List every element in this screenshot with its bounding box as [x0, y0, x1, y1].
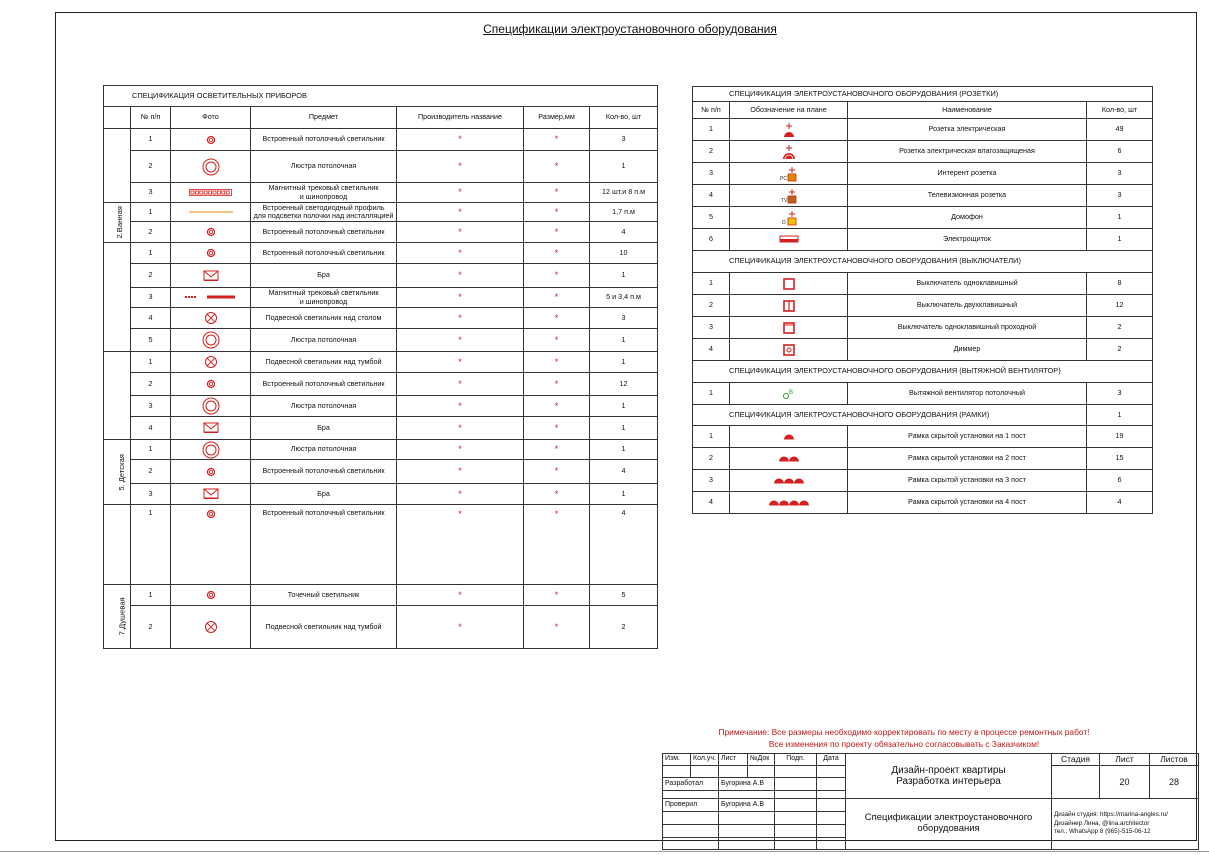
frame-2-icon: [730, 448, 848, 470]
item-qty: 3: [1087, 383, 1153, 405]
manufacturer-mark: *: [397, 129, 524, 151]
recessed-light-icon: [171, 585, 251, 606]
row-number: 3: [131, 288, 171, 308]
room-name: 2.Ванная: [114, 206, 124, 239]
row-number: 4: [131, 417, 171, 440]
chandelier-icon: [171, 329, 251, 352]
size-mark: *: [524, 373, 590, 396]
document-title: Спецификации электроустановочного оборудования: [846, 799, 1052, 850]
row-number: 3: [693, 470, 730, 492]
row-number: 1: [693, 119, 730, 141]
item-name: Точечный светильник: [251, 585, 397, 606]
item-name: Выключатель одноклавишный: [848, 273, 1087, 295]
recessed-light-icon: [171, 222, 251, 243]
row-number: 3: [131, 396, 171, 417]
item-name: Магнитный трековый светильник и шинопровод: [251, 288, 397, 308]
room-label: [104, 440, 131, 505]
item-name: Встроенный потолочный светильник: [251, 505, 397, 585]
page-edge-line: [0, 851, 1209, 852]
recessed-light-icon: [171, 460, 251, 484]
intercom-icon: [730, 207, 848, 229]
item-qty: 12: [590, 373, 658, 396]
recessed-light-icon: [171, 243, 251, 264]
item-name: Встроенный потолочный светильник: [251, 222, 397, 243]
socket-icon: [730, 119, 848, 141]
item-name: Интерент розетка: [848, 163, 1087, 185]
svg-text:TV: TV: [780, 197, 787, 204]
row-number: 1: [131, 352, 171, 373]
row-number: 4: [693, 185, 730, 207]
frame-1-icon: [730, 426, 848, 448]
row-number: 2: [693, 295, 730, 317]
manufacturer-mark: *: [397, 308, 524, 329]
dimmer-icon: [730, 339, 848, 361]
row-number: 4: [693, 339, 730, 361]
electrical-header: Наименование: [848, 102, 1087, 119]
internet-socket-icon: [730, 163, 848, 185]
row-number: 1: [693, 426, 730, 448]
manufacturer-mark: *: [397, 396, 524, 417]
manufacturer-mark: *: [397, 373, 524, 396]
row-number: 1: [693, 383, 730, 405]
size-mark: *: [524, 352, 590, 373]
waterproof-socket-icon: [730, 141, 848, 163]
sheet-label: Лист: [1100, 754, 1150, 766]
size-mark: *: [524, 183, 590, 203]
size-mark: *: [524, 243, 590, 264]
item-name: Выключатель двухклавишный: [848, 295, 1087, 317]
size-mark: *: [524, 460, 590, 484]
stamp-header-izm: Изм.: [663, 754, 691, 766]
row-number: 3: [693, 163, 730, 185]
row-number: 2: [131, 222, 171, 243]
room-label: [104, 585, 131, 649]
row-number: 1: [131, 129, 171, 151]
manufacturer-mark: *: [397, 484, 524, 505]
item-qty: 19: [1087, 426, 1153, 448]
lighting-header: Предмет: [251, 107, 397, 129]
item-qty: 3: [1087, 163, 1153, 185]
pendant-light-icon: [171, 352, 251, 373]
header-room: [104, 107, 131, 129]
manufacturer-mark: *: [397, 606, 524, 649]
sheet-number: 20: [1100, 766, 1150, 799]
manufacturer-mark: *: [397, 264, 524, 288]
item-name: Вытяжной вентилятор потолочный: [848, 383, 1087, 405]
recessed-light-icon: [171, 129, 251, 151]
item-name: Розетка электрическая влагозащищеная: [848, 141, 1087, 163]
magnetic-track-icon: [171, 288, 251, 308]
item-qty: 49: [1087, 119, 1153, 141]
item-name: Бра: [251, 264, 397, 288]
row-number: 1: [131, 585, 171, 606]
sheets-label: Листов: [1150, 754, 1199, 766]
stamp-header-podp: Подп.: [775, 754, 817, 766]
developed-label: Разработал: [663, 778, 719, 791]
stage-label: Стадия: [1052, 754, 1100, 766]
item-name: Диммер: [848, 339, 1087, 361]
lighting-header: Кол-во, шт: [590, 107, 658, 129]
item-name: Встроенный потолочный светильник: [251, 373, 397, 396]
item-name: Люстра потолочная: [251, 396, 397, 417]
item-name: Люстра потолочная: [251, 440, 397, 460]
studio-site: Дизайн студия: https://marina-angles.ru/: [1054, 811, 1168, 819]
item-qty: 4: [590, 222, 658, 243]
size-mark: *: [524, 288, 590, 308]
svg-text:D: D: [781, 219, 786, 226]
row-number: 2: [131, 606, 171, 649]
item-name: Рамка скрытой установки на 1 пост: [848, 426, 1087, 448]
lighting-header: Производитель название: [397, 107, 524, 129]
row-number: 3: [131, 183, 171, 203]
row-number: 2: [131, 373, 171, 396]
manufacturer-mark: *: [397, 352, 524, 373]
double-switch-icon: [730, 295, 848, 317]
row-number: 1: [131, 203, 171, 222]
pendant-light-icon: [171, 308, 251, 329]
manufacturer-mark: *: [397, 183, 524, 203]
manufacturer-mark: *: [397, 417, 524, 440]
item-name: Подвесной светильник над столом: [251, 308, 397, 329]
size-mark: *: [524, 417, 590, 440]
size-mark: *: [524, 329, 590, 352]
size-mark: *: [524, 440, 590, 460]
single-switch-icon: [730, 273, 848, 295]
item-name: Люстра потолочная: [251, 329, 397, 352]
item-qty: 1: [1087, 207, 1153, 229]
row-number: 2: [131, 264, 171, 288]
row-number: 1: [131, 505, 171, 585]
room-label: [104, 505, 131, 585]
manufacturer-mark: *: [397, 329, 524, 352]
stamp-header-list: Лист: [719, 754, 748, 766]
size-mark: *: [524, 308, 590, 329]
item-name: Рамка скрытой установки на 2 пост: [848, 448, 1087, 470]
item-name: Рамка скрытой установки на 3 пост: [848, 470, 1087, 492]
item-qty: 1: [1087, 229, 1153, 251]
lighting-header: Размер,мм: [524, 107, 590, 129]
electrical-header: № п/п: [693, 102, 730, 119]
item-qty: 2: [590, 606, 658, 649]
item-qty: 15: [1087, 448, 1153, 470]
item-qty: 4: [1087, 492, 1153, 514]
item-name: Домофон: [848, 207, 1087, 229]
manufacturer-mark: *: [397, 243, 524, 264]
row-number: 3: [693, 317, 730, 339]
item-name: Подвесной светильник над тумбой: [251, 606, 397, 649]
sconce-icon: [171, 417, 251, 440]
item-name: Бра: [251, 484, 397, 505]
item-qty: 1: [590, 440, 658, 460]
row-number: 1: [693, 273, 730, 295]
lighting-spec-table: [103, 85, 658, 649]
chandelier-icon: [171, 396, 251, 417]
frame-4-icon: [730, 492, 848, 514]
manufacturer-mark: *: [397, 585, 524, 606]
stamp-header-koluch: Кол.уч.: [691, 754, 719, 766]
lighting-caption: СПЕЦИФИКАЦИЯ ОСВЕТИТЕЛЬНЫХ ПРИБОРОВ: [104, 86, 658, 107]
electrical-header: Обозначение на плане: [730, 102, 848, 119]
item-name: Встроенный потолочный светильник: [251, 460, 397, 484]
row-number: 2: [693, 448, 730, 470]
item-qty: 1,7 п.м: [590, 203, 658, 222]
item-qty: 1: [590, 151, 658, 183]
lighting-header: № п/п: [131, 107, 171, 129]
item-name: Магнитный трековый светильник и шинопровод: [251, 183, 397, 203]
item-qty: 8: [1087, 273, 1153, 295]
svg-text:B: B: [788, 389, 793, 396]
room-label: [104, 243, 131, 352]
item-qty: 1: [590, 396, 658, 417]
chandelier-icon: [171, 440, 251, 460]
manufacturer-mark: *: [397, 203, 524, 222]
item-qty: 2: [1087, 339, 1153, 361]
electrical-header: Кол-во, шт: [1087, 102, 1153, 119]
row-number: 4: [131, 308, 171, 329]
checked-by: Бугорина А.В: [719, 799, 775, 812]
project-name: Дизайн-проект квартиры Разработка интерьера: [846, 754, 1052, 799]
svg-text:PC: PC: [779, 175, 787, 182]
item-qty: 1: [590, 352, 658, 373]
row-number: 6: [693, 229, 730, 251]
item-qty: 1: [590, 417, 658, 440]
item-qty: 1: [590, 264, 658, 288]
page-title: Спецификации электроустановочного оборудования: [483, 22, 777, 36]
studio-info: [1052, 799, 1199, 850]
sconce-icon: [171, 264, 251, 288]
manufacturer-mark: *: [397, 505, 524, 585]
pendant-light-icon: [171, 606, 251, 649]
size-mark: *: [524, 505, 590, 585]
item-qty: 6: [1087, 470, 1153, 492]
size-mark: *: [524, 222, 590, 243]
item-qty: 1: [590, 329, 658, 352]
item-name: Подвесной светильник над тумбой: [251, 352, 397, 373]
developed-by: Бугорина А.В: [719, 778, 775, 791]
size-mark: *: [524, 585, 590, 606]
recessed-light-icon: [171, 505, 251, 585]
item-qty: 3: [590, 129, 658, 151]
manufacturer-mark: *: [397, 288, 524, 308]
room-label: [104, 129, 131, 203]
row-number: 3: [131, 484, 171, 505]
row-number: 5: [131, 329, 171, 352]
sheets-total: 28: [1150, 766, 1199, 799]
row-number: 5: [693, 207, 730, 229]
frame-3-icon: [730, 470, 848, 492]
size-mark: *: [524, 151, 590, 183]
row-number: 2: [131, 151, 171, 183]
row-number: 1: [131, 440, 171, 460]
studio-designer: Дизайнер Лина, @lina.architector: [1054, 819, 1150, 827]
note-line-2: Все изменения по проекту обязательно согласовывать с Заказчиком!: [768, 738, 1040, 749]
item-name: Телевизионная розетка: [848, 185, 1087, 207]
row-number: 2: [131, 460, 171, 484]
magnetic-track-icon: [171, 183, 251, 203]
room-label: [104, 352, 131, 440]
electrical-section-caption: СПЕЦИФИКАЦИЯ ЭЛЕКТРОУСТАНОВОЧНОГО ОБОРУДОВАНИЯ (РОЗЕТКИ): [693, 87, 1153, 102]
item-qty: 10: [590, 243, 658, 264]
tv-socket-icon: [730, 185, 848, 207]
manufacturer-mark: *: [397, 460, 524, 484]
item-name: Люстра потолочная: [251, 151, 397, 183]
checked-label: Проверил: [663, 799, 719, 812]
room-label: [104, 203, 131, 243]
item-qty: 4: [590, 460, 658, 484]
item-name: Бра: [251, 417, 397, 440]
title-block: [662, 753, 1199, 850]
item-name: Розетка электрическая: [848, 119, 1087, 141]
item-name: Выключатель одноклавишный проходной: [848, 317, 1087, 339]
row-number: 2: [693, 141, 730, 163]
row-number: 4: [693, 492, 730, 514]
item-name: Рамка скрытой установки на 4 пост: [848, 492, 1087, 514]
item-qty: 6: [1087, 141, 1153, 163]
led-profile-icon: [171, 203, 251, 222]
sconce-icon: [171, 484, 251, 505]
electrical-section-caption: СПЕЦИФИКАЦИЯ ЭЛЕКТРОУСТАНОВОЧНОГО ОБОРУДОВАНИЯ (ВЫКЛЮЧАТЕЛИ): [693, 251, 1153, 273]
exhaust-fan-icon: [730, 383, 848, 405]
item-qty: 3: [1087, 185, 1153, 207]
chandelier-icon: [171, 151, 251, 183]
room-name: 7.Душевая: [117, 597, 127, 636]
manufacturer-mark: *: [397, 222, 524, 243]
room-name: 5. Детская: [116, 453, 126, 491]
size-mark: *: [524, 129, 590, 151]
item-qty: 3: [590, 308, 658, 329]
size-mark: *: [524, 484, 590, 505]
item-name: Электрощиток: [848, 229, 1087, 251]
item-qty: 2: [1087, 317, 1153, 339]
studio-phone: тел., WhatsApp 8 (965)-515-06-12: [1054, 828, 1151, 836]
item-name: Встроенный потолочный светильник: [251, 129, 397, 151]
electrical-section-caption: СПЕЦИФИКАЦИЯ ЭЛЕКТРОУСТАНОВОЧНОГО ОБОРУДОВАНИЯ (РАМКИ): [693, 405, 1087, 426]
manufacturer-mark: *: [397, 440, 524, 460]
item-name: Встроенный светодиодный профиль для подсветки полочки над инсталляцией: [251, 203, 397, 222]
electrical-spec-table: [692, 86, 1153, 514]
item-name: Встроенный потолочный светильник: [251, 243, 397, 264]
note-line-1: Примечание: Все размеры необходимо корректировать по месту в процессе ремонтных работ!: [718, 727, 1090, 737]
stage-value: [1052, 766, 1100, 799]
item-qty: 5: [590, 585, 658, 606]
item-qty: 12: [1087, 295, 1153, 317]
manufacturer-mark: *: [397, 151, 524, 183]
item-qty: 12 шт.и 8 п.м: [590, 183, 658, 203]
size-mark: *: [524, 203, 590, 222]
size-mark: *: [524, 396, 590, 417]
item-qty: 4: [590, 505, 658, 585]
size-mark: *: [524, 606, 590, 649]
section-qty: 1: [1087, 405, 1153, 426]
stamp-header-ndoc: №Док: [748, 754, 775, 766]
stamp-header-date: Дата: [817, 754, 846, 766]
electrical-panel-icon: [730, 229, 848, 251]
passthrough-switch-icon: [730, 317, 848, 339]
row-number: 1: [131, 243, 171, 264]
lighting-header: Фото: [171, 107, 251, 129]
project-note: [624, 727, 1184, 751]
electrical-section-caption: СПЕЦИФИКАЦИЯ ЭЛЕКТРОУСТАНОВОЧНОГО ОБОРУДОВАНИЯ (ВЫТЯЖНОЙ ВЕНТИЛЯТОР): [693, 361, 1153, 383]
recessed-light-icon: [171, 373, 251, 396]
size-mark: *: [524, 264, 590, 288]
item-qty: 1: [590, 484, 658, 505]
item-qty: 5 и 3,4 п.м: [590, 288, 658, 308]
